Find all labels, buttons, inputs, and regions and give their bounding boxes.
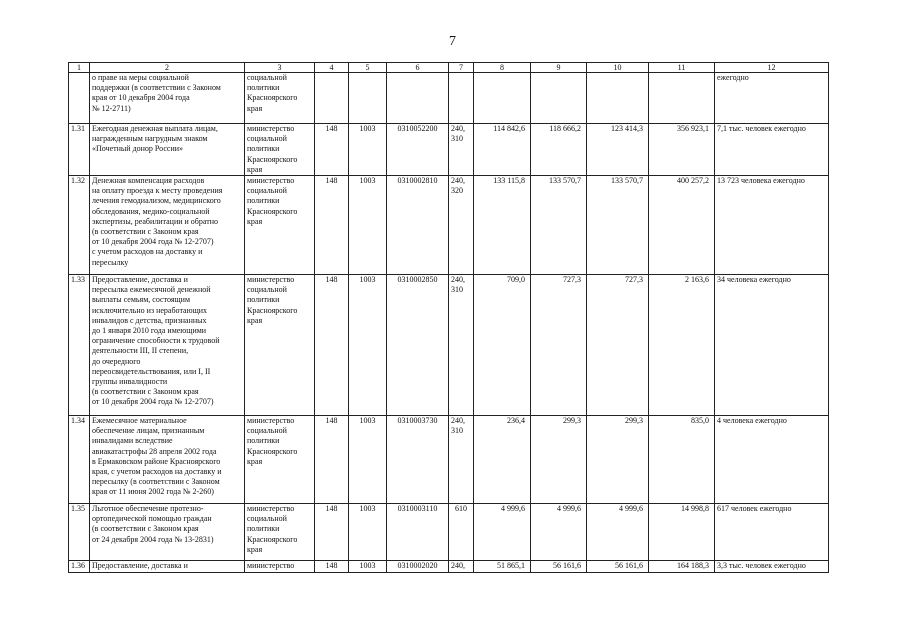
amount-year-2: 56 161,6 xyxy=(531,561,587,573)
code-vr: 240, 310 xyxy=(449,124,474,176)
expected-result: 34 человека ежегодно xyxy=(715,275,829,416)
responsible-body: министерство социальной политики Красноярского края xyxy=(245,416,315,504)
code-gr: 148 xyxy=(315,561,349,573)
measure-name: Ежегодная денежная выплата лицам, награжденным нагрудным знаком «Почетный донор России» xyxy=(90,124,245,176)
table-row xyxy=(69,275,829,416)
table-row xyxy=(69,176,829,275)
code-rzpr xyxy=(349,73,387,124)
code-rzpr: 1003 xyxy=(349,561,387,573)
code-vr: 240, 320 xyxy=(449,176,474,275)
measure-name: Предоставление, доставка и xyxy=(90,561,245,573)
amount-year-1: 114 842,6 xyxy=(474,124,531,176)
measure-name: Денежная компенсация расходов на оплату проезда к месту проведения лечения гемодиализом, медицинского обследования, медико-социальной экспертизы, реабилитации и обратно (в соответствии с Законом края от 10 декабря 2004 года № 12-2707) с учетом расходов на доставку и пересылку xyxy=(90,176,245,275)
col-header: 1 xyxy=(69,63,90,73)
amount-year-3 xyxy=(587,73,649,124)
expected-result: ежегодно xyxy=(715,73,829,124)
table-row xyxy=(69,416,829,504)
amount-total: 164 188,3 xyxy=(649,561,715,573)
table-row xyxy=(69,504,829,561)
expected-result: 4 человека ежегодно xyxy=(715,416,829,504)
amount-total: 14 998,8 xyxy=(649,504,715,561)
amount-year-1: 4 999,6 xyxy=(474,504,531,561)
amount-year-2: 133 570,7 xyxy=(531,176,587,275)
code-vr xyxy=(449,73,474,124)
responsible-body: министерство социальной политики Красноярского края xyxy=(245,504,315,561)
responsible-body: министерство социальной политики Красноярского края xyxy=(245,176,315,275)
measure-name: о праве на меры социальной поддержки (в соответствии с Законом края от 10 декабря 2004 года № 12-2711) xyxy=(90,73,245,124)
col-header: 9 xyxy=(531,63,587,73)
expected-result: 617 человек ежегодно xyxy=(715,504,829,561)
responsible-body: министерство социальной политики Красноярского края xyxy=(245,124,315,176)
code-vr: 240, xyxy=(449,561,474,573)
code-csr xyxy=(387,73,449,124)
measure-name: Предоставление, доставка и пересылка ежемесячной денежной выплаты семьям, состоящим исключительно из неработающих инвалидов с детства, признанных до 1 января 2010 года имеющими ограничение способности к трудовой деятельности III, II степени, до очередного переосвидетельствования, или I, II группы инвалидности (в соответствии с Законом края от 10 декабря 2004 года № 12-2707) xyxy=(90,275,245,416)
code-rzpr: 1003 xyxy=(349,176,387,275)
code-csr: 0310002850 xyxy=(387,275,449,416)
code-vr: 240, 310 xyxy=(449,275,474,416)
amount-year-2 xyxy=(531,73,587,124)
row-number: 1.34 xyxy=(69,416,90,504)
amount-total: 356 923,1 xyxy=(649,124,715,176)
responsible-body: министерство социальной политики Красноярского края xyxy=(245,275,315,416)
row-number: 1.35 xyxy=(69,504,90,561)
amount-year-1: 236,4 xyxy=(474,416,531,504)
amount-year-1: 709,0 xyxy=(474,275,531,416)
code-csr: 0310003730 xyxy=(387,416,449,504)
col-header: 2 xyxy=(90,63,245,73)
amount-year-1: 51 865,1 xyxy=(474,561,531,573)
col-header: 5 xyxy=(349,63,387,73)
budget-table xyxy=(68,62,829,573)
code-gr: 148 xyxy=(315,275,349,416)
amount-year-3: 56 161,6 xyxy=(587,561,649,573)
header-row xyxy=(69,63,829,73)
code-gr: 148 xyxy=(315,504,349,561)
code-rzpr: 1003 xyxy=(349,416,387,504)
expected-result: 3,3 тыс. человек ежегодно xyxy=(715,561,829,573)
amount-year-2: 299,3 xyxy=(531,416,587,504)
amount-year-3: 123 414,3 xyxy=(587,124,649,176)
code-csr: 0310052200 xyxy=(387,124,449,176)
table-row xyxy=(69,561,829,573)
col-header: 12 xyxy=(715,63,829,73)
amount-year-3: 299,3 xyxy=(587,416,649,504)
code-gr: 148 xyxy=(315,176,349,275)
amount-total xyxy=(649,73,715,124)
table-row xyxy=(69,124,829,176)
code-gr xyxy=(315,73,349,124)
code-csr: 0310003110 xyxy=(387,504,449,561)
col-header: 7 xyxy=(449,63,474,73)
measure-name: Льготное обеспечение протезно- ортопедической помощью граждан (в соответствии с Законом края от 24 декабря 2004 года № 13-2831) xyxy=(90,504,245,561)
amount-total: 400 257,2 xyxy=(649,176,715,275)
page-number: 7 xyxy=(449,34,456,49)
col-header: 11 xyxy=(649,63,715,73)
row-number: 1.36 xyxy=(69,561,90,573)
code-rzpr: 1003 xyxy=(349,504,387,561)
expected-result: 13 723 человека ежегодно xyxy=(715,176,829,275)
col-header: 4 xyxy=(315,63,349,73)
row-number: 1.32 xyxy=(69,176,90,275)
amount-year-3: 4 999,6 xyxy=(587,504,649,561)
col-header: 10 xyxy=(587,63,649,73)
col-header: 3 xyxy=(245,63,315,73)
amount-year-1 xyxy=(474,73,531,124)
table-row xyxy=(69,73,829,124)
responsible-body: министерство xyxy=(245,561,315,573)
amount-year-1: 133 115,8 xyxy=(474,176,531,275)
expected-result: 7,1 тыс. человек ежегодно xyxy=(715,124,829,176)
amount-year-2: 4 999,6 xyxy=(531,504,587,561)
code-vr: 240, 310 xyxy=(449,416,474,504)
code-csr: 0310002810 xyxy=(387,176,449,275)
code-gr: 148 xyxy=(315,124,349,176)
row-number: 1.33 xyxy=(69,275,90,416)
amount-year-2: 118 666,2 xyxy=(531,124,587,176)
measure-name: Ежемесячное материальное обеспечение лицам, признанным инвалидами вследствие авиакатастрофы 28 апреля 2002 года в Ермаковском районе Красноярского края, с учетом расходов на доставку и пересылку (в соответствии с Законом края от 11 июня 2002 года № 2-260) xyxy=(90,416,245,504)
row-number xyxy=(69,73,90,124)
code-rzpr: 1003 xyxy=(349,275,387,416)
amount-year-3: 133 570,7 xyxy=(587,176,649,275)
code-vr: 610 xyxy=(449,504,474,561)
amount-year-3: 727,3 xyxy=(587,275,649,416)
responsible-body: социальной политики Красноярского края xyxy=(245,73,315,124)
row-number: 1.31 xyxy=(69,124,90,176)
amount-total: 835,0 xyxy=(649,416,715,504)
col-header: 6 xyxy=(387,63,449,73)
amount-total: 2 163,6 xyxy=(649,275,715,416)
code-gr: 148 xyxy=(315,416,349,504)
code-csr: 0310002020 xyxy=(387,561,449,573)
amount-year-2: 727,3 xyxy=(531,275,587,416)
code-rzpr: 1003 xyxy=(349,124,387,176)
col-header: 8 xyxy=(474,63,531,73)
